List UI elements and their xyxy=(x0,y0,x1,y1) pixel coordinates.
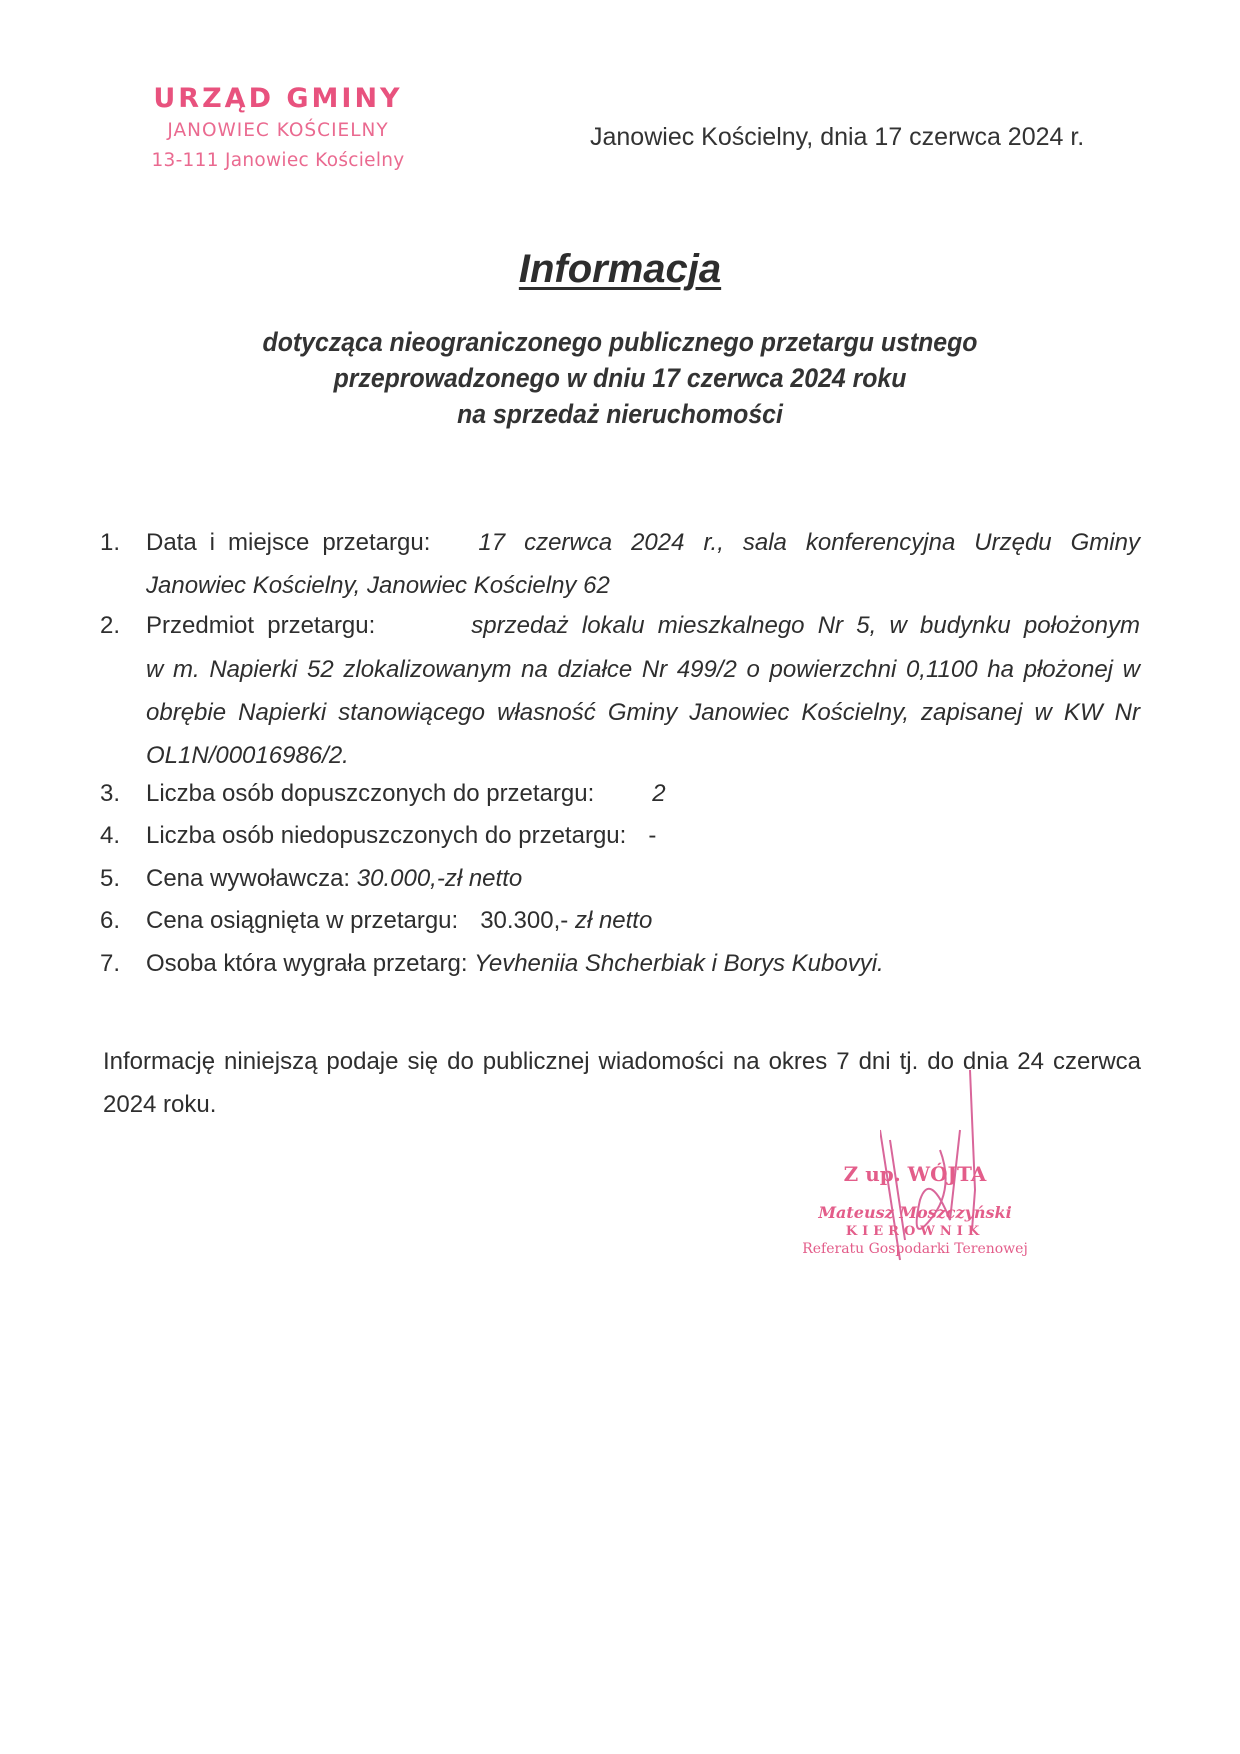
item-value: 30.000,-zł netto xyxy=(356,864,523,892)
list-item-starting-price xyxy=(100,858,1140,901)
closing-paragraph: Informację niniejszą podaje się do publicznej wiadomości na okres 7 dni tj. do dnia 24 czerwca 2024 roku. xyxy=(103,1048,1141,1118)
item-number: 6. xyxy=(100,907,121,934)
item-value: Yevheniia Shcherbiak i Borys Kubovyi. xyxy=(474,949,884,977)
stamp-line-3: 13-111 Janowiec Kościelny xyxy=(151,150,405,171)
item-label: Przedmiot przetargu: xyxy=(146,612,376,639)
subtitle-line-2: przeprowadzonego w dniu 17 czerwca 2024 roku xyxy=(333,363,907,393)
item-number: 2. xyxy=(100,612,121,639)
item-label: Osoba która wygrała przetarg: xyxy=(146,949,468,977)
item-number: 4. xyxy=(100,822,121,849)
item-value: 17 czerwca 2024 r., sala konferencyjna Urzędu Gminy xyxy=(478,529,1140,556)
item-label: Cena wywoławcza: xyxy=(146,864,351,892)
list-item-final-price xyxy=(100,900,1140,943)
signature-stamp-line-3: KIEROWNIK xyxy=(845,1224,985,1239)
item-number: 7. xyxy=(100,949,121,977)
signature-stamp-line-1: Z up. WÓJTA xyxy=(843,1162,987,1186)
item-label: Cena osiągnięta w przetargu: xyxy=(146,907,459,934)
item-label: Liczba osób niedopuszczonych do przetargu: xyxy=(146,822,627,849)
list-item-rejected-count xyxy=(100,815,1140,858)
list-item-admitted-count xyxy=(100,773,1140,816)
item-value-continued: w m. Napierki 52 zlokalizowanym na działce Nr 499/2 o powierzchni 0,1100 ha płożonej w obrębie Napierki stanowiącego własność Gminy Janowiec Kościelny, zapisanej w KW Nr OL1N/00016986/2. xyxy=(146,655,1140,769)
place-date: Janowiec Kościelny, dnia 17 czerwca 2024 r. xyxy=(590,123,1085,151)
item-value: sprzedaż lokalu mieszkalnego Nr 5, w budynku położonym xyxy=(471,612,1140,639)
stamp-line-2: JANOWIEC KOŚCIELNY xyxy=(167,120,389,141)
item-label: Liczba osób dopuszczonych do przetargu: xyxy=(146,779,595,807)
item-number: 1. xyxy=(100,529,121,556)
item-value: 30.300,- xyxy=(480,907,569,934)
document-title: Informacja xyxy=(518,247,722,291)
document-subtitle xyxy=(50,324,1191,432)
list-item-date-place xyxy=(100,522,1140,607)
tender-details-list xyxy=(100,522,1140,985)
signature-stamp-line-2: Mateusz Moszczyński xyxy=(818,1203,1012,1222)
item-value-continued: Janowiec Kościelny, Janowiec Kościelny 62 xyxy=(146,571,610,599)
office-stamp xyxy=(138,82,418,176)
signature-stamp-line-4: Referatu Gospodarki Terenowej xyxy=(802,1241,1028,1257)
list-item-subject xyxy=(100,605,1140,777)
item-value-unit: zł netto xyxy=(574,907,653,934)
item-value: - xyxy=(648,822,657,849)
subtitle-line-3: na sprzedaż nieruchomości xyxy=(457,399,783,429)
item-number: 3. xyxy=(100,779,121,807)
item-label: Data i miejsce przetargu: xyxy=(146,529,431,556)
item-value: 2 xyxy=(652,779,666,807)
item-number: 5. xyxy=(100,864,121,892)
subtitle-line-1: dotycząca nieograniczonego publicznego przetargu ustnego xyxy=(262,327,978,357)
signature-stamp xyxy=(770,1160,1030,1258)
list-item-winner xyxy=(100,943,1140,986)
stamp-line-1: URZĄD GMINY xyxy=(153,83,403,114)
